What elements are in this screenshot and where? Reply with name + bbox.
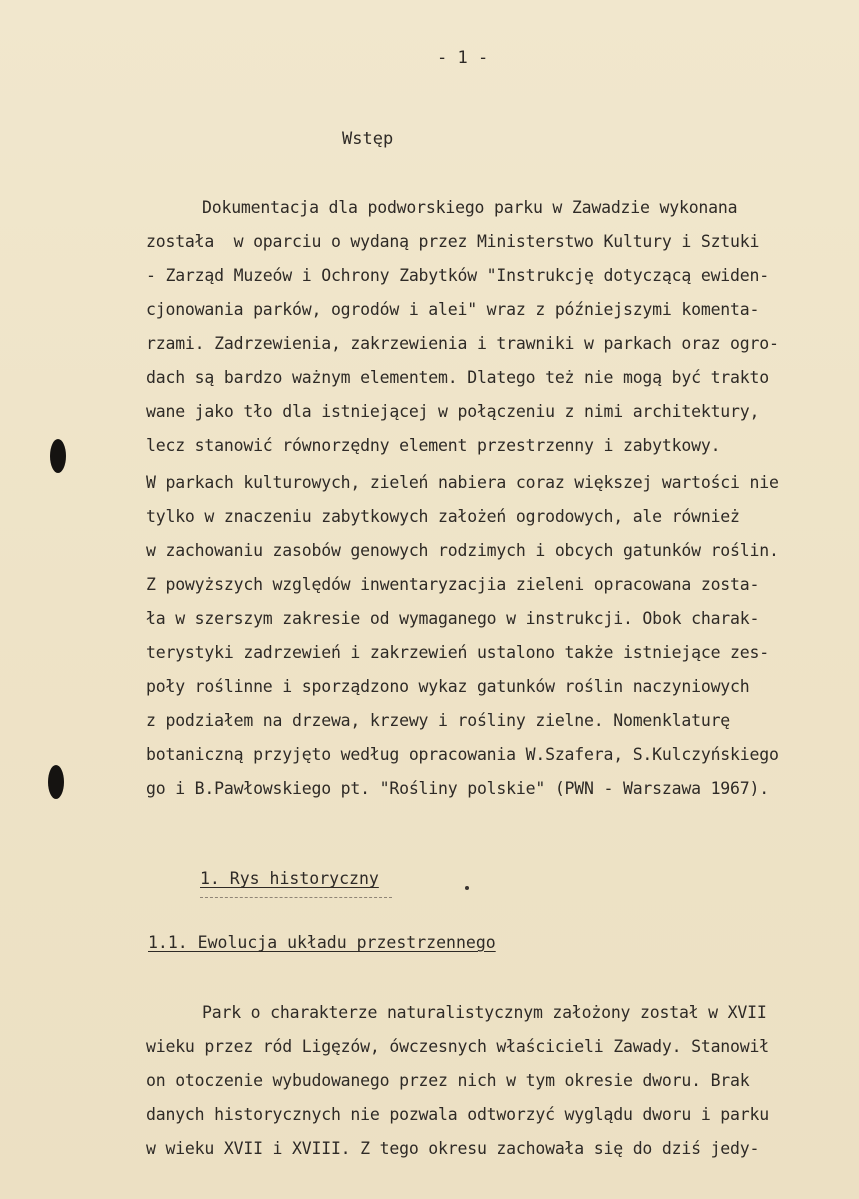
intro-line: dach są bardzo ważnym elementem. Dlatego też nie mogą być trakto	[146, 368, 769, 387]
intro-line: w zachowaniu zasobów genowych rodzimych i obcych gatunków roślin.	[146, 541, 779, 560]
body-line: on otoczenie wybudowanego przez nich w tym okresie dworu. Brak	[146, 1071, 750, 1090]
intro-line: ła w szerszym zakresie od wymaganego w instrukcji. Obok charak-	[146, 609, 760, 628]
intro-line: tylko w znaczeniu zabytkowych założeń ogrodowych, ale również	[146, 507, 740, 526]
ink-speck	[465, 886, 469, 890]
body-line: wieku przez ród Ligęzów, ówczesnych właścicieli Zawady. Stanowił	[146, 1037, 769, 1056]
intro-line: została w oparciu o wydaną przez Ministerstwo Kultury i Sztuki	[146, 232, 760, 251]
body-line: danych historycznych nie pozwala odtworzyć wyglądu dworu i parku	[146, 1105, 769, 1124]
punch-hole-top	[50, 439, 66, 473]
intro-line: go i B.Pawłowskiego pt. "Rośliny polskie" (PWN - Warszawa 1967).	[146, 779, 769, 798]
section-heading-rys-historyczny: 1. Rys historyczny	[200, 869, 379, 888]
intro-line: z podziałem na drzewa, krzewy i rośliny zielne. Nomenklaturę	[146, 711, 731, 730]
punch-hole-bottom	[48, 765, 64, 799]
intro-line: lecz stanowić równorzędny element przestrzenny i zabytkowy.	[146, 436, 721, 455]
intro-line: - Zarząd Muzeów i Ochrony Zabytków "Instrukcję dotyczącą ewiden-	[146, 266, 769, 285]
intro-line: Z powyższych względów inwentaryzacjia zieleni opracowana zosta-	[146, 575, 760, 594]
intro-line: poły roślinne i sporządzono wykaz gatunków roślin naczyniowych	[146, 677, 750, 696]
section-title: Wstęp	[342, 129, 394, 149]
intro-line: Dokumentacja dla podworskiego parku w Zawadzie wykonana	[202, 198, 738, 217]
heading-dashed-rule	[200, 897, 392, 898]
intro-line: rzami. Zadrzewienia, zakrzewienia i trawniki w parkach oraz ogro-	[146, 334, 779, 353]
intro-line: terystyki zadrzewień i zakrzewień ustalono także istniejące zes-	[146, 643, 769, 662]
body-line: w wieku XVII i XVIII. Z tego okresu zachowała się do dziś jedy-	[146, 1139, 760, 1158]
body-line: Park o charakterze naturalistycznym założony został w XVII	[202, 1003, 767, 1022]
page-number: - 1 -	[437, 48, 489, 68]
subsection-heading-ewolucja: 1.1. Ewolucja układu przestrzennego	[148, 933, 496, 952]
intro-line: botaniczną przyjęto według opracowania W.Szafera, S.Kulczyńskiego	[146, 745, 779, 764]
intro-line: wane jako tło dla istniejącej w połączeniu z nimi architektury,	[146, 402, 760, 421]
intro-line: W parkach kulturowych, zieleń nabiera coraz większej wartości nie	[146, 473, 779, 492]
intro-line: cjonowania parków, ogrodów i alei" wraz z późniejszymi komenta-	[146, 300, 760, 319]
